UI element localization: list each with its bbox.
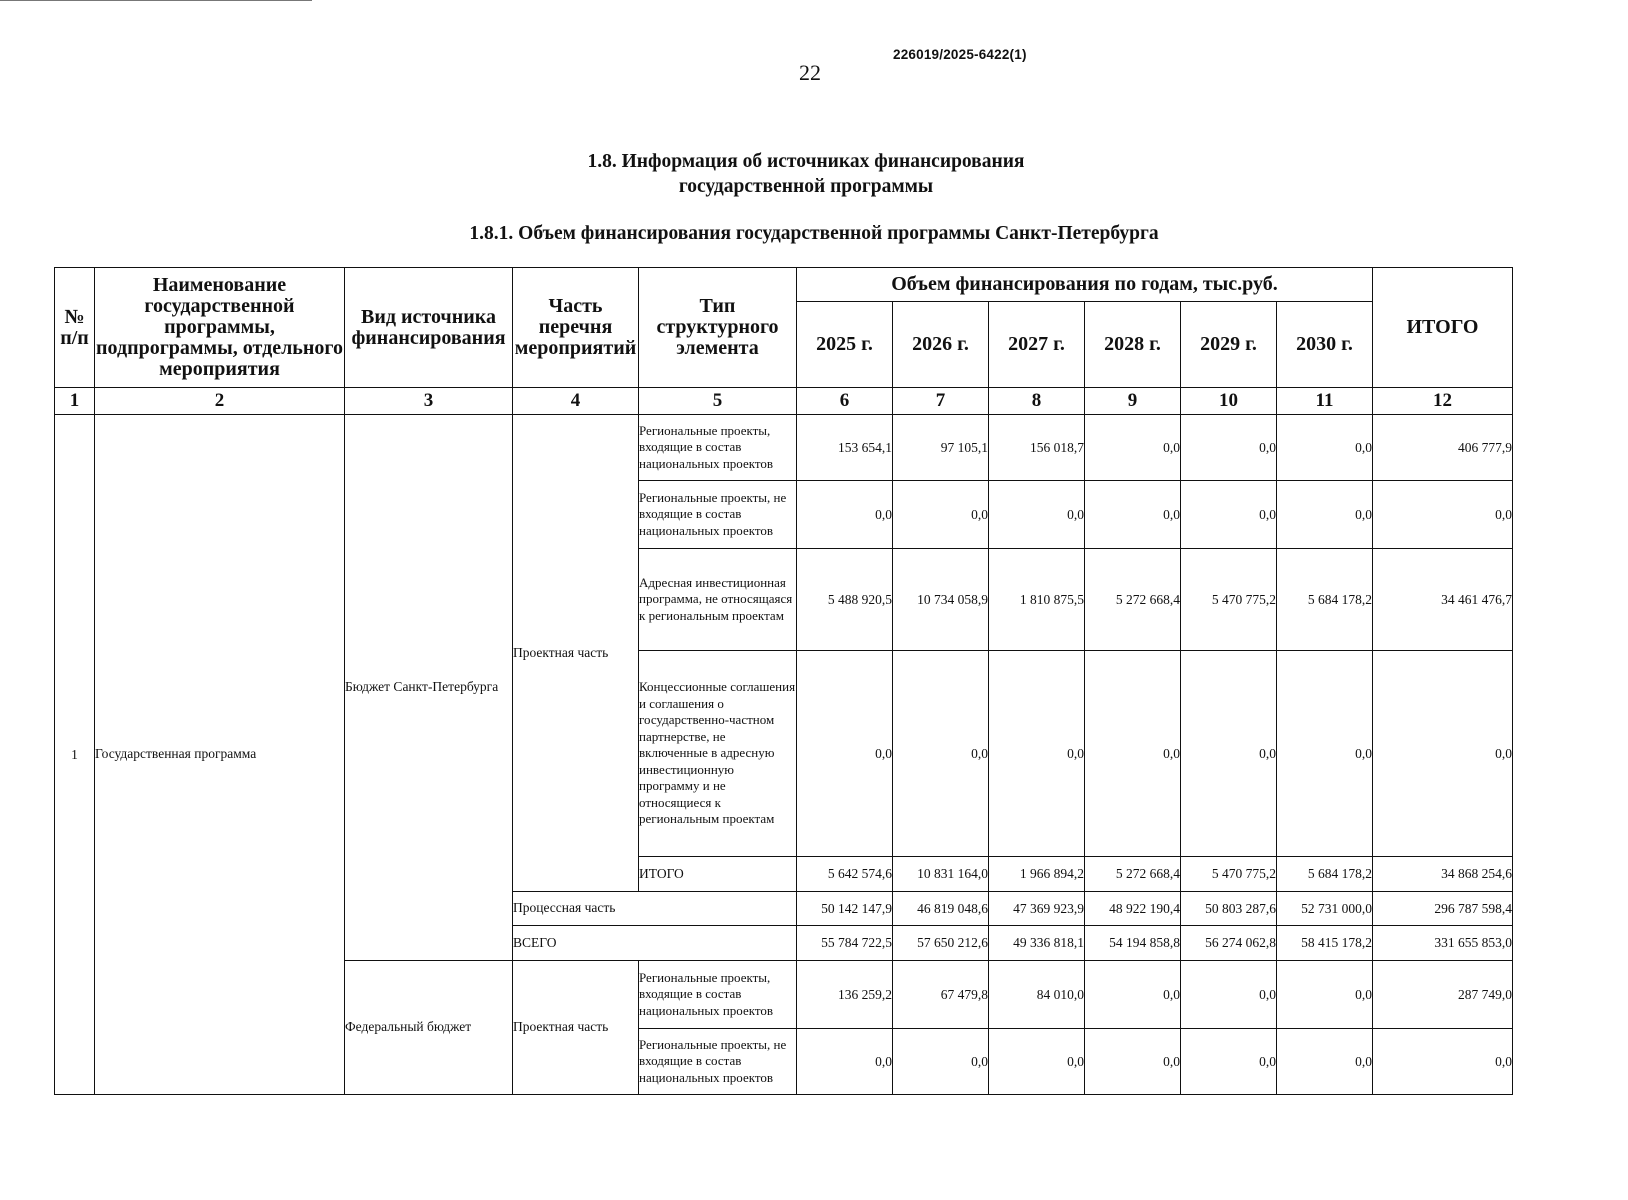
- header-part: Часть перечня мероприятий: [513, 268, 639, 388]
- structural-type-total: ИТОГО: [639, 857, 797, 892]
- header-year: 2025 г.: [797, 302, 893, 388]
- value-cell: 52 731 000,0: [1277, 892, 1373, 926]
- value-cell: 84 010,0: [989, 961, 1085, 1029]
- value-cell: 5 272 668,4: [1085, 857, 1181, 892]
- value-cell: 0,0: [1085, 415, 1181, 481]
- col-number: 1: [55, 388, 95, 415]
- col-number: 2: [95, 388, 345, 415]
- source-spb-budget: Бюджет Санкт-Петербурга: [345, 415, 513, 961]
- value-cell: 5 488 920,5: [797, 549, 893, 651]
- value-cell: 0,0: [1181, 651, 1277, 857]
- header-year: 2029 г.: [1181, 302, 1277, 388]
- row-number: 1: [55, 415, 95, 1095]
- col-number: 10: [1181, 388, 1277, 415]
- value-cell: 0,0: [1277, 651, 1373, 857]
- total-cell: 331 655 853,0: [1373, 926, 1513, 961]
- value-cell: 49 336 818,1: [989, 926, 1085, 961]
- value-cell: 0,0: [989, 1029, 1085, 1095]
- value-cell: 5 684 178,2: [1277, 857, 1373, 892]
- table-row: [55, 415, 1513, 481]
- section-title: 1.8. Информация об источниках финансирования: [587, 151, 1025, 172]
- value-cell: 0,0: [989, 651, 1085, 857]
- value-cell: 0,0: [1085, 1029, 1181, 1095]
- value-cell: 48 922 190,4: [1085, 892, 1181, 926]
- page-number: 22: [799, 60, 821, 85]
- value-cell: 57 650 212,6: [893, 926, 989, 961]
- total-cell: 406 777,9: [1373, 415, 1513, 481]
- column-numbers-row: [55, 388, 1513, 415]
- value-cell: 50 803 287,6: [1181, 892, 1277, 926]
- total-cell: 0,0: [1373, 651, 1513, 857]
- value-cell: 0,0: [1181, 961, 1277, 1029]
- value-cell: 136 259,2: [797, 961, 893, 1029]
- value-cell: 0,0: [1277, 1029, 1373, 1095]
- value-cell: 0,0: [1277, 481, 1373, 549]
- value-cell: 56 274 062,8: [1181, 926, 1277, 961]
- value-cell: 5 642 574,6: [797, 857, 893, 892]
- section-title-line2: государственной программы: [678, 176, 934, 197]
- value-cell: 0,0: [1277, 415, 1373, 481]
- header-year: 2030 г.: [1277, 302, 1373, 388]
- document-code: 226019/2025-6422(1): [893, 47, 1027, 62]
- header-year: 2026 г.: [893, 302, 989, 388]
- part-project-federal: Проектная часть: [513, 961, 639, 1095]
- total-cell: 0,0: [1373, 481, 1513, 549]
- value-cell: 1 810 875,5: [989, 549, 1085, 651]
- value-cell: 0,0: [989, 481, 1085, 549]
- part-project: Проектная часть: [513, 415, 639, 892]
- value-cell: 47 369 923,9: [989, 892, 1085, 926]
- value-cell: 0,0: [797, 481, 893, 549]
- header-source: Вид источника финансирования: [345, 268, 513, 388]
- part-process: Процессная часть: [513, 892, 797, 926]
- value-cell: 10 831 164,0: [893, 857, 989, 892]
- structural-type: Региональные проекты, не входящие в состав национальных проектов: [639, 481, 797, 549]
- value-cell: 0,0: [893, 651, 989, 857]
- value-cell: 67 479,8: [893, 961, 989, 1029]
- value-cell: 46 819 048,6: [893, 892, 989, 926]
- header-volume: Объем финансирования по годам, тыс.руб.: [797, 268, 1373, 302]
- total-cell: 287 749,0: [1373, 961, 1513, 1029]
- col-number: 11: [1277, 388, 1373, 415]
- value-cell: 10 734 058,9: [893, 549, 989, 651]
- structural-type: Региональные проекты, входящие в состав национальных проектов: [639, 415, 797, 481]
- value-cell: 0,0: [1085, 481, 1181, 549]
- subsection-title: 1.8.1. Объем финансирования государственной программы Санкт-Петербурга: [469, 223, 1159, 244]
- header-name: Наименование государственной программы, подпрограммы, отдельного мероприятия: [95, 268, 345, 388]
- col-number: 9: [1085, 388, 1181, 415]
- value-cell: 0,0: [797, 651, 893, 857]
- value-cell: 0,0: [1085, 961, 1181, 1029]
- value-cell: 0,0: [1181, 481, 1277, 549]
- value-cell: 5 470 775,2: [1181, 549, 1277, 651]
- total-all-label: ВСЕГО: [513, 926, 797, 961]
- value-cell: 153 654,1: [797, 415, 893, 481]
- header-type: Тип структурного элемента: [639, 268, 797, 388]
- header-year: 2027 г.: [989, 302, 1085, 388]
- program-name: Государственная программа: [95, 415, 345, 1095]
- value-cell: 5 684 178,2: [1277, 549, 1373, 651]
- value-cell: 156 018,7: [989, 415, 1085, 481]
- value-cell: 0,0: [1277, 961, 1373, 1029]
- value-cell: 1 966 894,2: [989, 857, 1085, 892]
- col-number: 12: [1373, 388, 1513, 415]
- value-cell: 5 470 775,2: [1181, 857, 1277, 892]
- value-cell: 97 105,1: [893, 415, 989, 481]
- source-federal-budget: Федеральный бюджет: [345, 961, 513, 1095]
- total-cell: 296 787 598,4: [1373, 892, 1513, 926]
- total-cell: 34 461 476,7: [1373, 549, 1513, 651]
- total-cell: 0,0: [1373, 1029, 1513, 1095]
- header-total: ИТОГО: [1373, 268, 1513, 388]
- value-cell: 0,0: [893, 481, 989, 549]
- value-cell: 5 272 668,4: [1085, 549, 1181, 651]
- structural-type: Адресная инвестиционная программа, не относящаяся к региональным проектам: [639, 549, 797, 651]
- value-cell: 54 194 858,8: [1085, 926, 1181, 961]
- col-number: 4: [513, 388, 639, 415]
- structural-type: Региональные проекты, не входящие в состав национальных проектов: [639, 1029, 797, 1095]
- header-num: № п/п: [55, 268, 95, 388]
- col-number: 5: [639, 388, 797, 415]
- col-number: 8: [989, 388, 1085, 415]
- col-number: 7: [893, 388, 989, 415]
- header-year: 2028 г.: [1085, 302, 1181, 388]
- structural-type: Региональные проекты, входящие в состав национальных проектов: [639, 961, 797, 1029]
- value-cell: 55 784 722,5: [797, 926, 893, 961]
- value-cell: 58 415 178,2: [1277, 926, 1373, 961]
- value-cell: 50 142 147,9: [797, 892, 893, 926]
- value-cell: 0,0: [1181, 1029, 1277, 1095]
- value-cell: 0,0: [797, 1029, 893, 1095]
- financing-table: [54, 267, 1513, 1095]
- col-number: 6: [797, 388, 893, 415]
- col-number: 3: [345, 388, 513, 415]
- total-cell: 34 868 254,6: [1373, 857, 1513, 892]
- scan-edge-line: [0, 0, 312, 1]
- value-cell: 0,0: [893, 1029, 989, 1095]
- value-cell: 0,0: [1085, 651, 1181, 857]
- structural-type: Концессионные соглашения и соглашения о государственно-частном партнерстве, не включенные в адресную инвестиционную программу и не относящиеся к региональным проектам: [639, 651, 797, 857]
- value-cell: 0,0: [1181, 415, 1277, 481]
